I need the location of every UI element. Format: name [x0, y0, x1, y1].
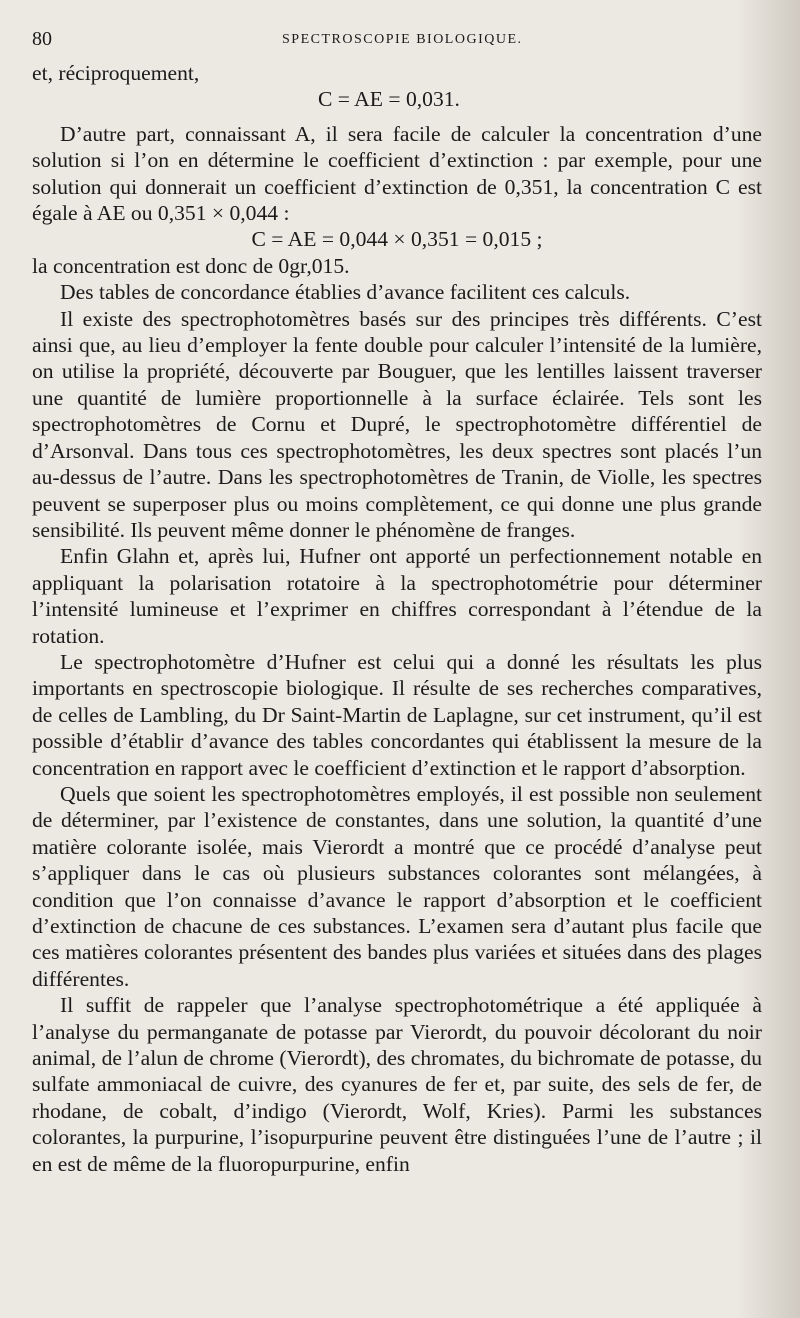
paragraph-6: Le spectrophotomètre d’Hufner est celui qui a donné les résultats les plus importants en spectroscopie biologique. Il résulte de ses recherches comparatives, de celles de Lambling, du Dr Saint-Martin de Laplagne, sur cet instrument, qu’il est possible d’établir d’avance des tables concordantes qui établissent la mesure de la concentration en rapport avec le coefficient d’extinction et le rapport d’absorption. — [32, 649, 762, 780]
paragraph-4: Il existe des spectrophotomètres basés sur des principes très différents. C’est ainsi que, au lieu d’employer la fente double pour calculer l’intensité de la lumière, on utilise la propriété, découverte par Bouguer, que les lentilles laissent traverser une quantité de lumière proportionnelle à la surface éclairée. Tels sont les spectrophotomètres de Cornu et Dupré, le spectrophotomètre différentiel de d’Arsonval. Dans tous ces spectrophotomètres, les deux spectres sont placés l’un au-dessus de l’autre. Dans les spectrophotomètres de Tranin, de Violle, les spectres peuvent se superposer plus ou moins complètement, ce qui donne une plus grande sensibilité. Ils peuvent même donner le phénomène de franges. — [32, 306, 762, 542]
equation-2: C = AE = 0,044 × 0,351 = 0,015 ; — [251, 227, 543, 252]
paragraph-1: D’autre part, connaissant A, il sera facile de calculer la concentration d’une solution si l’on en détermine le coefficient d’extinction : par exemple, pour une solution qui donnerait un coefficient d’extinction de 0,351, la concentration C est égale à AE ou 0,351 × 0,044 : — [32, 121, 762, 226]
intro-line: et, réciproquement, — [32, 61, 200, 85]
paragraph-7: Quels que soient les spectrophotomètres employés, il est possible non seulement de déterminer, par l’existence de constantes, dans une solution, la quantité d’une matière colorante isolée, mais Vierordt a montré que ce procédé d’analyse peut s’appliquer dans le cas où plusieurs substances colorantes sont mélangées, à condition que l’on connaisse d’avance le rapport d’absorption et le coefficient d’extinction de chacune de ces substances. L’examen sera d’autant plus facile que ces matières colorantes présentent des bandes plus variées et situées dans des plages différentes. — [32, 781, 762, 991]
page-number: 80 — [32, 28, 52, 50]
paragraph-2: la concentration est donc de 0gr,015. — [32, 253, 350, 278]
page-header — [32, 28, 760, 52]
paragraph-5: Enfin Glahn et, après lui, Hufner ont apporté un perfectionnement notable en appliquant la polarisation rotatoire à la spectrophotométrie pour déterminer l’intensité lumineuse et l’exprimer en chiffres correspondant à l’étendue de la rotation. — [32, 544, 762, 648]
running-title: SPECTROSCOPIE BIOLOGIQUE. — [282, 32, 523, 47]
body-text — [32, 60, 762, 1177]
equation-1: C = AE = 0,031. — [318, 87, 460, 112]
paragraph-8: Il suffit de rappeler que l’analyse spectrophotométrique a été appliquée à l’analyse du permanganate de potasse par Vierordt, du pouvoir décolorant du noir animal, de l’alun de chrome (Vierordt), des chromates, du bichromate de potasse, du sulfate ammoniacal de cuivre, des cyanures de fer et, par suite, des sels de fer, de rhodane, de cobalt, d’indigo (Vierordt, Wolf, Kries). Parmi les substances colorantes, la purpurine, l’isopurpurine peuvent être distinguées l’une de l’autre ; il en est de même de la fluoropurpurine, enfin — [32, 993, 762, 1176]
paragraph-3: Des tables de concordance établies d’avance facilitent ces calculs. — [60, 280, 631, 305]
